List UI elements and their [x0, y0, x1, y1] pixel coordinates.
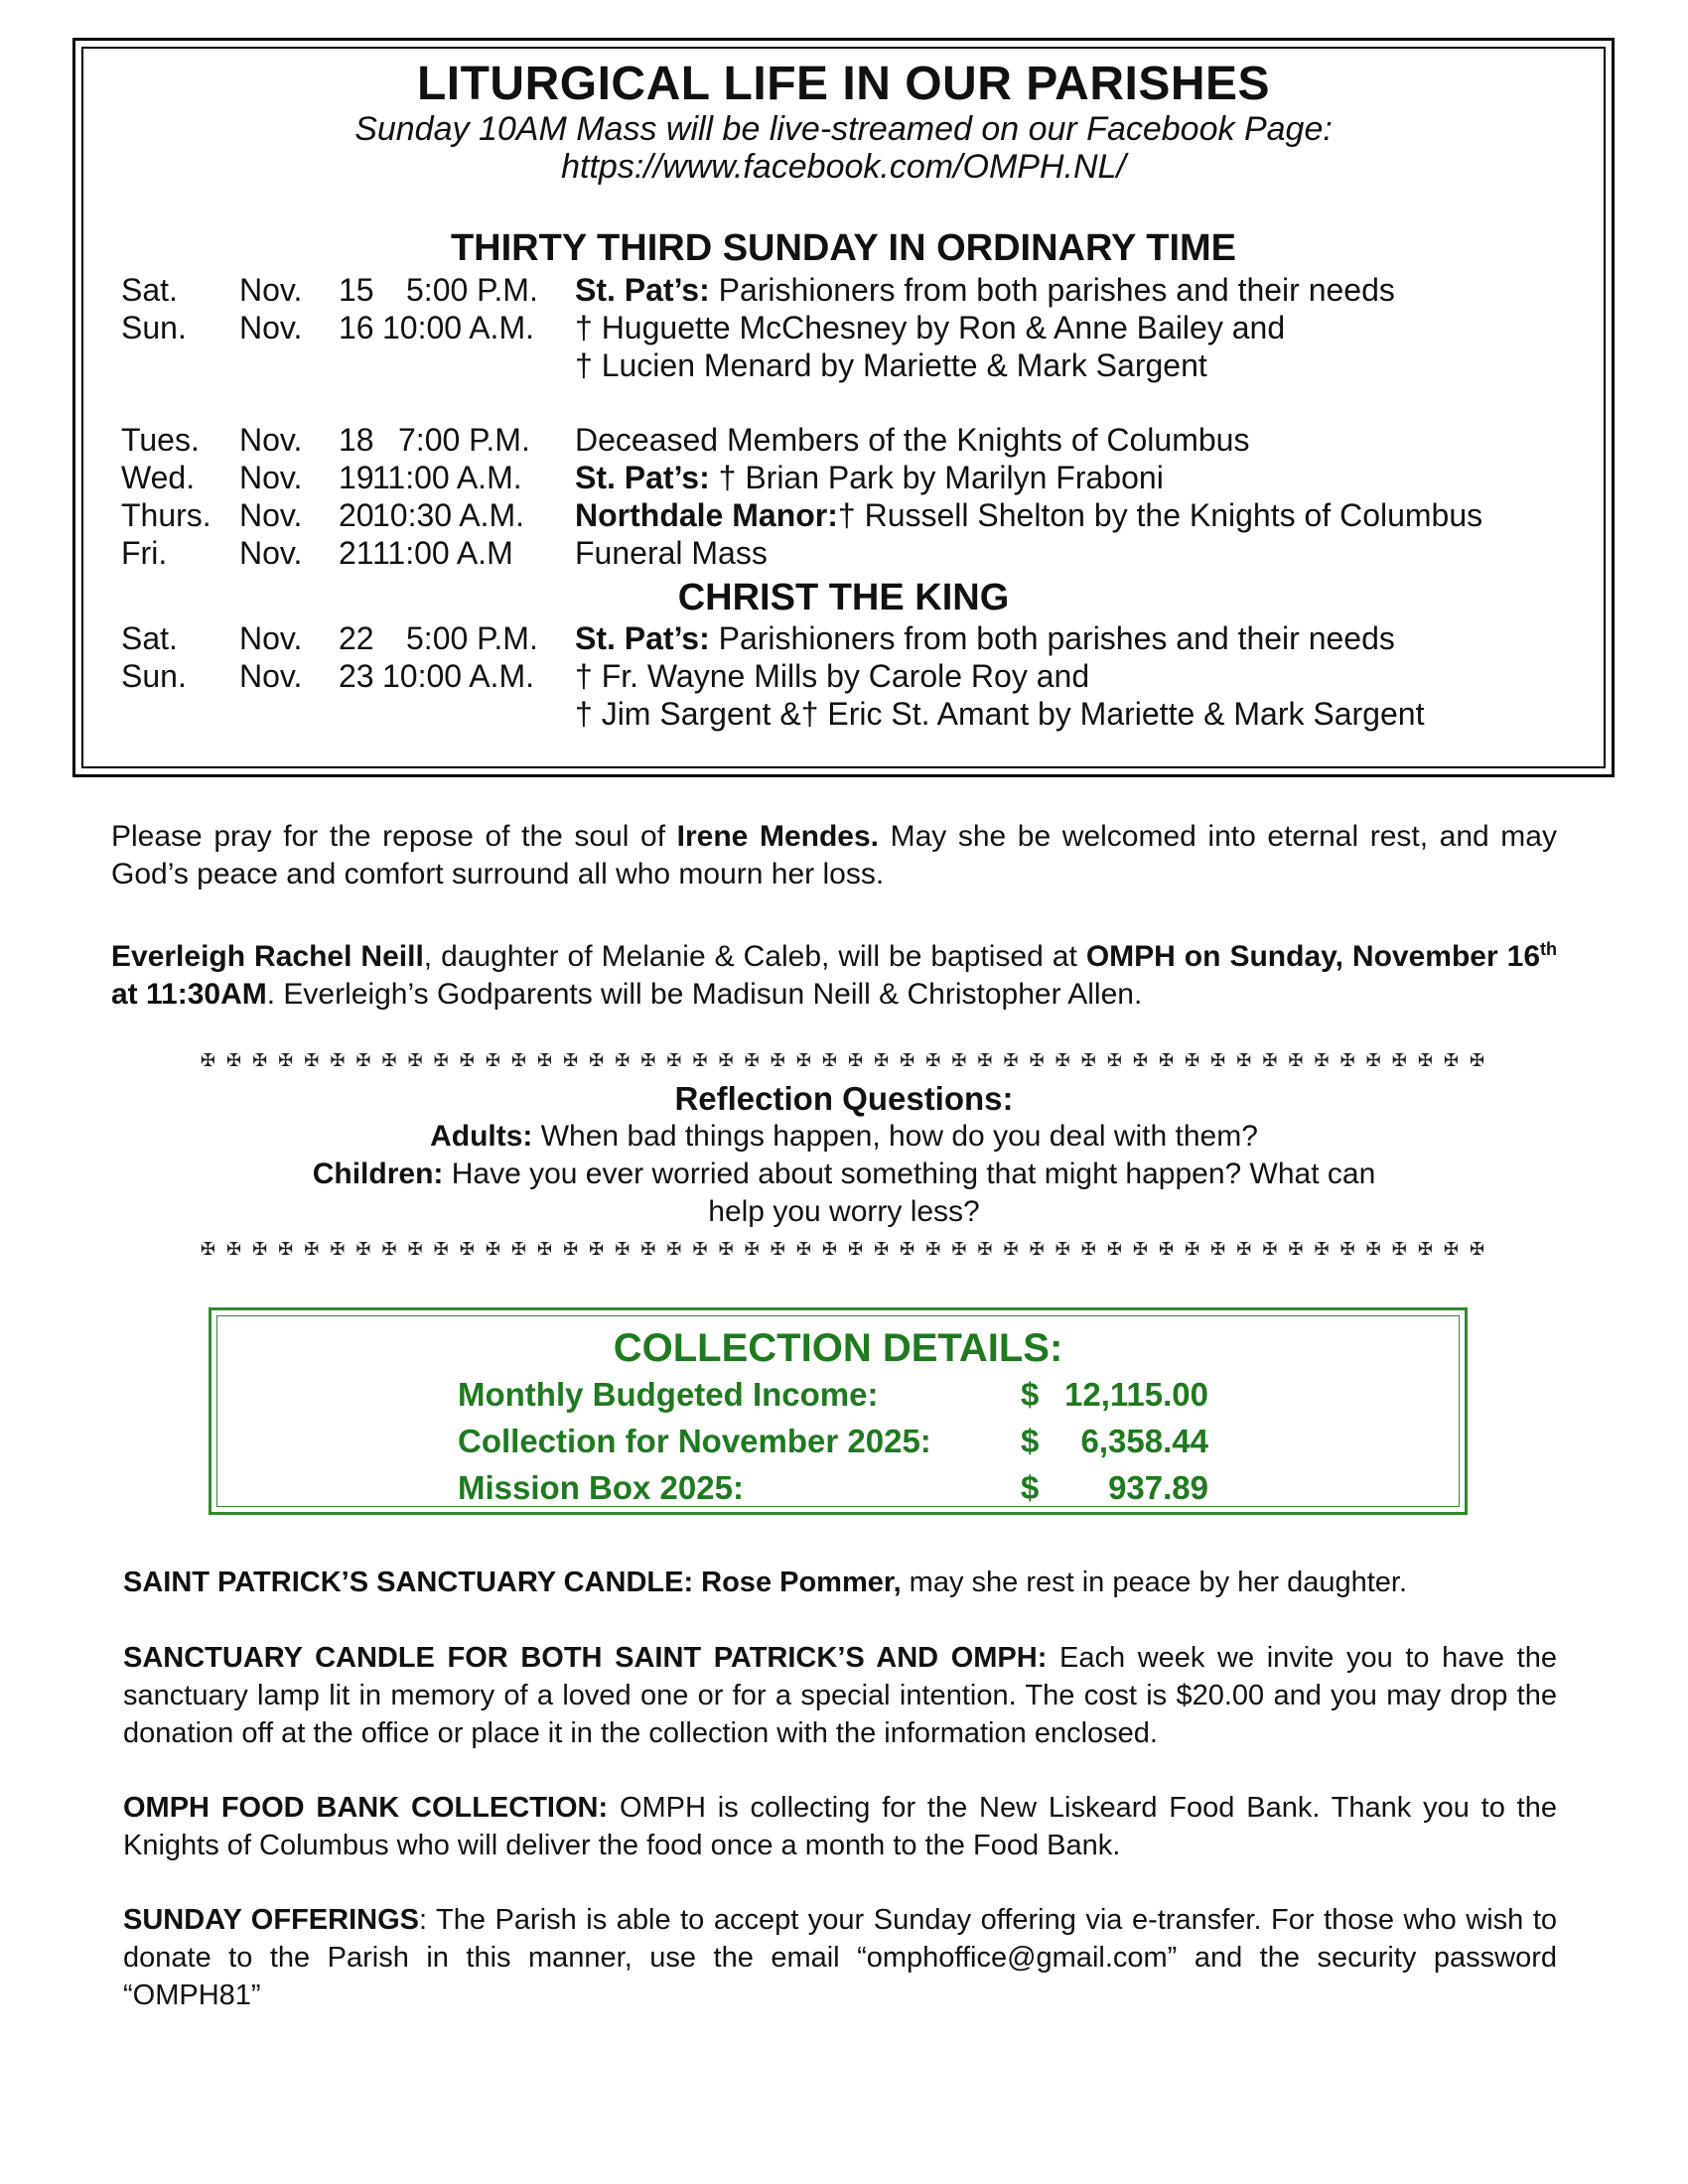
- adults-label: Adults:: [430, 1120, 533, 1153]
- schedule-month: Nov.: [239, 658, 303, 694]
- collection-amount: 12,115.00: [1064, 1376, 1208, 1413]
- schedule-month: Nov.: [239, 422, 303, 458]
- baptism-paragraph: [111, 930, 1557, 1014]
- children-question: Have you ever worried about something that might happen? What can: [443, 1158, 1376, 1190]
- repose-pre: Please pray for the repose of the soul of: [111, 820, 677, 853]
- schedule-date: 18: [339, 422, 374, 458]
- intention-text: Parishioners from both parishes and their needs: [709, 272, 1395, 308]
- schedule-day: Wed.: [121, 460, 196, 495]
- reflection-title: Reflection Questions:: [674, 1080, 1014, 1117]
- notice-text: Each week we invite you to have the sanctuary lamp lit in memory of a loved one or for a special intention. The cost is $20.00 and you may drop the donation off at the office or place it in the collection with the information enclosed.: [123, 1642, 1557, 1749]
- notice-text: OMPH is collecting for the New Liskeard Food Bank. Thank you to the Knights of Columbus who will deliver the food once a month to the Food Bank.: [123, 1792, 1557, 1861]
- schedule-row: [75, 534, 1612, 572]
- schedule-day: Sun.: [121, 658, 187, 694]
- collection-amount: 6,358.44: [1080, 1423, 1208, 1459]
- schedule-day: Sun.: [121, 310, 187, 345]
- schedule-row: [75, 657, 1612, 695]
- notice-heading: SAINT PATRICK’S SANCTUARY CANDLE: Rose Pommer,: [123, 1567, 902, 1598]
- liturgical-schedule-box: [72, 38, 1615, 777]
- schedule-date: 16: [339, 310, 374, 345]
- collection-currency: $: [1021, 1423, 1040, 1459]
- notice-text: : The Parish is able to accept your Sunday offering via e-transfer. For those who wish to donate to the Parish in this manner, use the email “omphoffice@gmail.com” and the security password “OMPH81”: [123, 1904, 1558, 2011]
- schedule-day: Sat.: [121, 272, 178, 308]
- adults-question: When bad things happen, how do you deal with them?: [532, 1120, 1258, 1153]
- livestream-note: Sunday 10AM Mass will be live-streamed on our Facebook Page:: [354, 110, 1333, 148]
- schedule-intention: Deceased Members of the Knights of Columbus: [575, 422, 1250, 458]
- facebook-link[interactable]: https://www.facebook.com/OMPH.NL/: [561, 148, 1126, 186]
- schedule-row: [75, 271, 1612, 309]
- schedule-month: Nov.: [239, 460, 303, 495]
- intention-text: † Russell Shelton by the Knights of Columbus: [837, 497, 1483, 533]
- baptism-name: Everleigh Rachel Neill: [111, 940, 424, 973]
- liturgical-title: LITURGICAL LIFE IN OUR PARISHES: [416, 58, 1271, 110]
- collection-amount: 937.89: [1108, 1469, 1208, 1506]
- baptism-date: OMPH on Sunday, November 16: [1085, 940, 1540, 973]
- schedule-month: Nov.: [239, 535, 303, 571]
- notice-heading: SANCTUARY CANDLE FOR BOTH SAINT PATRICK’S AND OMPH:: [123, 1642, 1048, 1674]
- schedule-place: St. Pat’s:: [575, 460, 710, 495]
- schedule-time: 11:00 A.M: [372, 535, 513, 571]
- baptism-post: . Everleigh’s Godparents will be Madisun Neill & Christopher Allen.: [266, 978, 1143, 1011]
- schedule-intention: † Fr. Wayne Mills by Carole Roy and: [575, 658, 1090, 694]
- collection-label: Mission Box 2025:: [458, 1469, 744, 1506]
- collection-currency: $: [1021, 1376, 1040, 1413]
- baptism-date-suffix: th: [1540, 939, 1557, 959]
- schedule-intention: † Huguette McChesney by Ron & Anne Bailey and: [575, 310, 1286, 345]
- schedule-intention: [575, 271, 1395, 309]
- schedule-intention: Funeral Mass: [575, 535, 768, 571]
- notice-st-pat-candle: [123, 1564, 1557, 1601]
- baptism-mid: , daughter of Melanie & Caleb, will be baptised at: [423, 940, 1086, 973]
- schedule-row: [75, 459, 1612, 496]
- schedule-place: St. Pat’s:: [575, 620, 710, 656]
- schedule-time: 10:30 A.M.: [372, 497, 524, 533]
- schedule-time: 5:00 P.M.: [406, 272, 538, 308]
- schedule-row: [75, 619, 1612, 657]
- schedule-time: 10:00 A.M.: [382, 658, 534, 694]
- schedule-intention: [575, 496, 1482, 534]
- schedule-intention: [575, 619, 1395, 657]
- notice-heading: OMPH FOOD BANK COLLECTION:: [123, 1792, 609, 1824]
- collection-details-box: [209, 1307, 1468, 1515]
- baptism-time: at 11:30AM: [111, 978, 267, 1011]
- schedule-intention: † Lucien Menard by Mariette & Mark Sargent: [575, 347, 1207, 383]
- schedule-date: 19: [339, 460, 374, 495]
- schedule-time: 7:00 P.M.: [398, 422, 530, 458]
- schedule-row: [75, 496, 1612, 534]
- repose-post: May she be welcomed into eternal rest, and may God’s peace and comfort surround all who mourn her loss.: [111, 820, 1557, 890]
- children-label: Children:: [312, 1158, 444, 1190]
- schedule-intention: [575, 459, 1164, 496]
- schedule-month: Nov.: [239, 310, 303, 345]
- schedule-day: Fri.: [121, 535, 168, 571]
- notice-sanctuary-candle: [123, 1639, 1557, 1752]
- schedule-date: 21: [339, 535, 374, 571]
- schedule-day: Tues.: [121, 422, 200, 458]
- collection-label: Collection for November 2025:: [458, 1423, 931, 1459]
- intention-text: Parishioners from both parishes and their needs: [709, 620, 1395, 656]
- schedule-date: 15: [339, 272, 374, 308]
- schedule-month: Nov.: [239, 620, 303, 656]
- intention-text: † Brian Park by Marilyn Fraboni: [709, 460, 1164, 495]
- schedule-row: [75, 346, 1612, 384]
- notice-food-bank: [123, 1789, 1557, 1864]
- schedule-time: 5:00 P.M.: [406, 620, 538, 656]
- cross-divider-top: ✠ ✠ ✠ ✠ ✠ ✠ ✠ ✠ ✠ ✠ ✠ ✠ ✠ ✠ ✠ ✠ ✠ ✠ ✠ ✠ ✠ ✠ ✠ ✠ ✠ ✠ ✠ ✠ ✠ ✠ ✠ ✠ ✠ ✠ ✠ ✠ ✠ ✠ ✠ ✠ ✠ ✠ ✠ ✠ ✠ ✠ ✠ ✠ ✠ ✠: [200, 1050, 1488, 1070]
- schedule-day: Sat.: [121, 620, 178, 656]
- collection-currency: $: [1021, 1469, 1040, 1506]
- schedule-date: 20: [339, 497, 374, 533]
- schedule-date: 22: [339, 620, 374, 656]
- collection-title: COLLECTION DETAILS:: [613, 1326, 1063, 1370]
- week2-heading: CHRIST THE KING: [677, 577, 1010, 618]
- reflection-children-cont: help you worry less?: [708, 1195, 980, 1228]
- week1-heading: THIRTY THIRD SUNDAY IN ORDINARY TIME: [450, 227, 1237, 269]
- repose-name: Irene Mendes.: [676, 820, 879, 853]
- schedule-time: 11:00 A.M.: [372, 460, 522, 495]
- notice-text: may she rest in peace by her daughter.: [901, 1567, 1408, 1598]
- schedule-row: [75, 421, 1612, 459]
- reflection-adults: [0, 1118, 1688, 1156]
- schedule-row: [75, 309, 1612, 346]
- schedule-day: Thurs.: [121, 497, 211, 533]
- schedule-month: Nov.: [239, 272, 303, 308]
- collection-label: Monthly Budgeted Income:: [458, 1376, 879, 1413]
- notice-sunday-offerings: [123, 1901, 1557, 2014]
- schedule-place: St. Pat’s:: [575, 272, 710, 308]
- schedule-row: [75, 695, 1612, 733]
- schedule-intention: † Jim Sargent &† Eric St. Amant by Mariette & Mark Sargent: [575, 696, 1425, 732]
- reflection-section: [0, 1080, 1688, 1231]
- cross-divider-bottom: ✠ ✠ ✠ ✠ ✠ ✠ ✠ ✠ ✠ ✠ ✠ ✠ ✠ ✠ ✠ ✠ ✠ ✠ ✠ ✠ ✠ ✠ ✠ ✠ ✠ ✠ ✠ ✠ ✠ ✠ ✠ ✠ ✠ ✠ ✠ ✠ ✠ ✠ ✠ ✠ ✠ ✠ ✠ ✠ ✠ ✠ ✠ ✠ ✠ ✠: [200, 1239, 1488, 1259]
- schedule-place: Northdale Manor:: [575, 497, 838, 533]
- schedule-month: Nov.: [239, 497, 303, 533]
- notice-heading: SUNDAY OFFERINGS: [123, 1904, 419, 1936]
- reflection-children: [0, 1156, 1688, 1193]
- schedule-time: 10:00 A.M.: [382, 310, 534, 345]
- schedule-date: 23: [339, 658, 374, 694]
- repose-paragraph: [111, 818, 1557, 893]
